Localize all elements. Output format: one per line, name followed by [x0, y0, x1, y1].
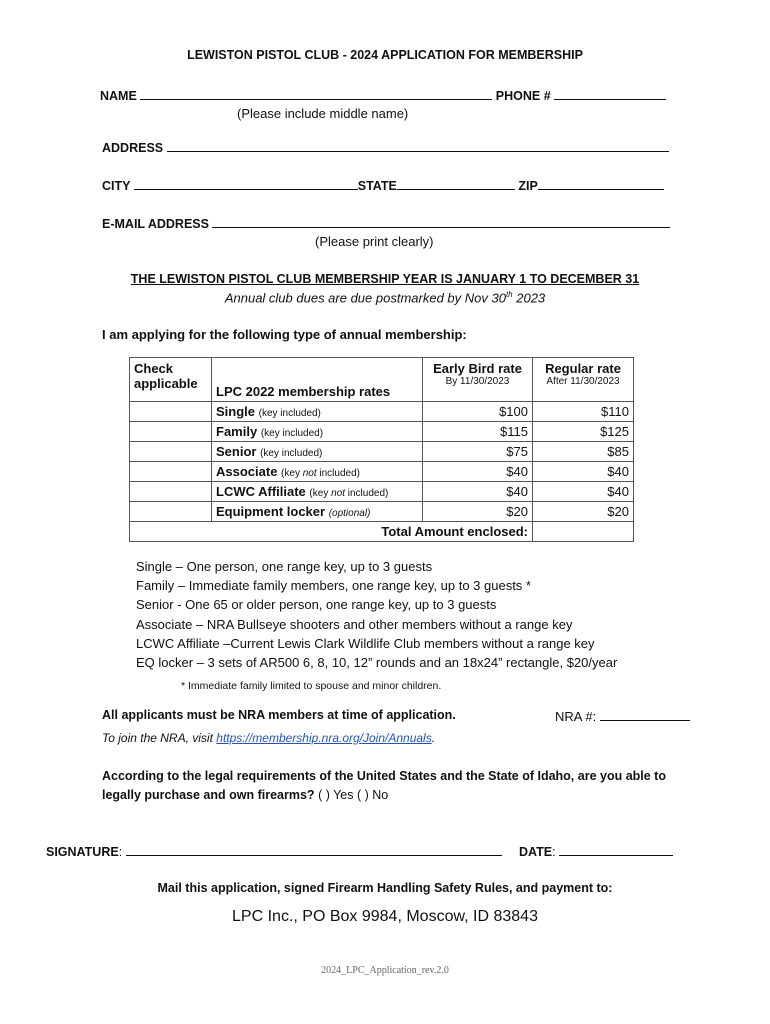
date-label: DATE: [519, 845, 553, 859]
nra-join-text: To join the NRA, visit https://membership.nra.org/Join/Annuals.: [102, 731, 436, 745]
nra-requirement: All applicants must be NRA members at time of application.: [102, 708, 456, 722]
document-footer: 2024_LPC_Application_rev.2.0: [321, 965, 449, 976]
rate-name: Associate (key not included): [212, 462, 423, 482]
table-header-row: [130, 358, 634, 402]
description-line: Senior - One 65 or older person, one range key, up to 3 guests: [136, 597, 497, 613]
rate-name: Senior (key included): [212, 442, 423, 462]
page-title: LEWISTON PISTOL CLUB - 2024 APPLICATION FOR MEMBERSHIP: [187, 48, 583, 62]
address-line: [167, 139, 669, 152]
early-rate: $40: [423, 482, 533, 502]
state-line: [397, 177, 515, 190]
mail-instructions: Mail this application, signed Firearm Handling Safety Rules, and payment to:: [157, 881, 613, 895]
city-label: CITY: [102, 179, 131, 193]
description-line: EQ locker – 3 sets of AR500 6, 8, 10, 12” rounds and an 18x24” rectangle, $20/year: [136, 655, 618, 671]
zip-label: ZIP: [518, 179, 538, 193]
table-row: [130, 402, 634, 422]
header-rates: LPC 2022 membership rates: [212, 358, 423, 402]
table-row: [130, 462, 634, 482]
total-amount-field[interactable]: [533, 522, 634, 542]
date-field[interactable]: DATE:: [519, 843, 673, 859]
mailing-address: LPC Inc., PO Box 9984, Moscow, ID 83843: [232, 908, 538, 925]
signature-line: [126, 843, 502, 856]
membership-year-heading: THE LEWISTON PISTOL CLUB MEMBERSHIP YEAR IS JANUARY 1 TO DECEMBER 31: [130, 272, 640, 286]
table-row: [130, 442, 634, 462]
signature-label: SIGNATURE: [46, 845, 119, 859]
check-equipment-locker[interactable]: [130, 502, 212, 522]
phone-label: PHONE #: [495, 89, 551, 103]
regular-rate: $40: [533, 482, 634, 502]
state-label: STATE: [357, 179, 397, 193]
early-rate: $100: [423, 402, 533, 422]
check-associate[interactable]: [130, 462, 212, 482]
nra-number-field[interactable]: [555, 708, 690, 724]
rate-name: Family (key included): [212, 422, 423, 442]
nra-number-line: [600, 708, 690, 721]
membership-rates-table: [129, 357, 634, 542]
phone-line: [554, 87, 666, 100]
total-row: [130, 522, 634, 542]
email-hint: (Please print clearly): [315, 234, 434, 249]
regular-rate: $85: [533, 442, 634, 462]
city-line: [134, 177, 358, 190]
description-line: Family – Immediate family members, one range key, up to 3 guests *: [136, 578, 531, 594]
early-rate: $115: [423, 422, 533, 442]
address-field[interactable]: [102, 139, 669, 155]
rate-name: Single (key included): [212, 402, 423, 422]
dues-deadline: Annual club dues are due postmarked by Nov 30th 2023: [224, 290, 546, 306]
description-line: Single – One person, one range key, up to 3 guests: [136, 559, 433, 574]
check-family[interactable]: [130, 422, 212, 442]
legal-question: According to the legal requirements of the United States and the State of Idaho, are you able to legally purchase and own firearms? ( ) Yes ( ) No: [102, 769, 666, 802]
early-rate: $20: [423, 502, 533, 522]
table-row: [130, 482, 634, 502]
name-hint: (Please include middle name): [237, 106, 409, 121]
regular-rate: $40: [533, 462, 634, 482]
nra-join-link[interactable]: https://membership.nra.org/Join/Annuals: [216, 731, 432, 745]
early-rate: $75: [423, 442, 533, 462]
name-label: NAME: [100, 89, 137, 103]
description-line: LCWC Affiliate –Current Lewis Clark Wildlife Club members without a range key: [136, 635, 595, 651]
check-lcwc-affiliate[interactable]: [130, 482, 212, 502]
total-label: Total Amount enclosed:: [130, 522, 533, 542]
regular-rate: $20: [533, 502, 634, 522]
address-label: ADDRESS: [102, 141, 164, 155]
regular-rate: $110: [533, 402, 634, 422]
yes-no-options[interactable]: ( ) Yes ( ) No: [318, 788, 389, 802]
nra-number-label: NRA #:: [555, 709, 597, 724]
early-rate: $40: [423, 462, 533, 482]
city-state-zip-field[interactable]: [102, 177, 664, 193]
email-field[interactable]: [102, 215, 670, 231]
name-line: [140, 87, 492, 100]
rate-name: LCWC Affiliate (key not included): [212, 482, 423, 502]
signature-field[interactable]: SIGNATURE:: [46, 843, 502, 859]
family-footnote: * Immediate family limited to spouse and minor children.: [181, 680, 442, 692]
description-line: Associate – NRA Bullseye shooters and other members without a range key: [136, 616, 573, 632]
table-row: [130, 422, 634, 442]
table-row: [130, 502, 634, 522]
zip-line: [538, 177, 664, 190]
header-check: Check applicable: [130, 358, 212, 402]
check-single[interactable]: [130, 402, 212, 422]
check-senior[interactable]: [130, 442, 212, 462]
name-field[interactable]: [100, 87, 666, 103]
header-regular: Regular rate After 11/30/2023: [533, 358, 634, 402]
email-line: [212, 215, 670, 228]
date-line: [559, 843, 673, 856]
rate-name: Equipment locker (optional): [212, 502, 423, 522]
header-early-bird: Early Bird rate By 11/30/2023: [423, 358, 533, 402]
email-label: E-MAIL ADDRESS: [102, 217, 209, 231]
membership-descriptions: [136, 557, 617, 672]
regular-rate: $125: [533, 422, 634, 442]
apply-statement: I am applying for the following type of annual membership:: [102, 327, 467, 342]
